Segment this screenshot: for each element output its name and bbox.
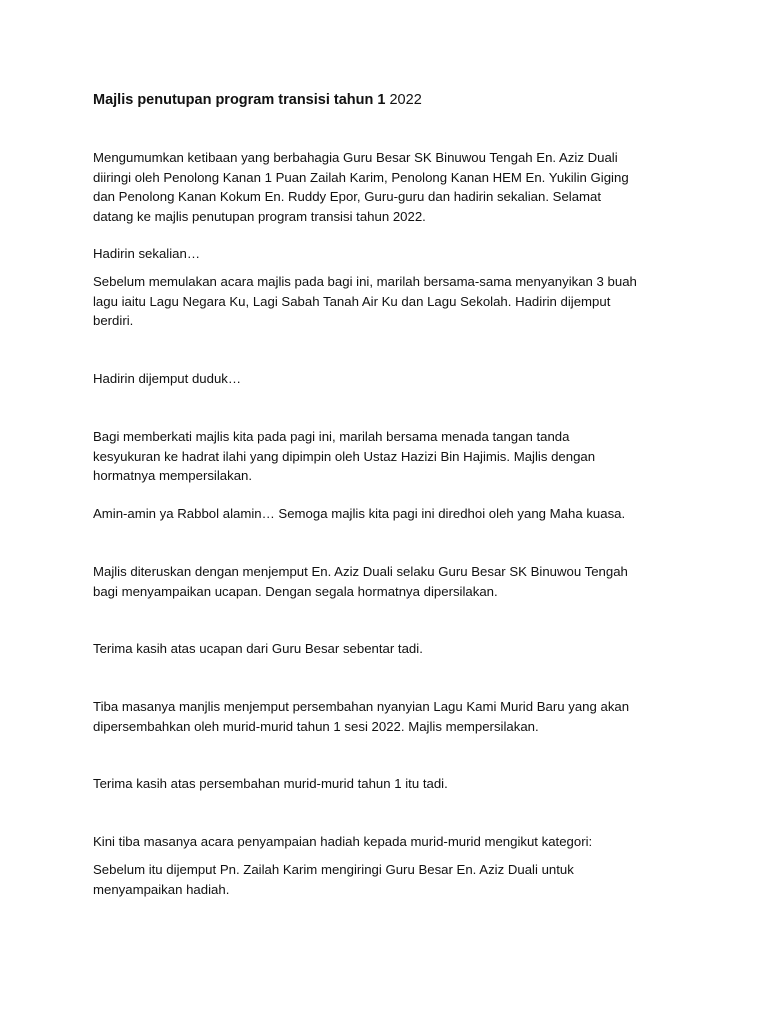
paragraph-amin: Amin-amin ya Rabbol alamin… Semoga majlis kita pagi ini diredhoi oleh yang Maha kuasa. xyxy=(93,506,626,521)
paragraph-thanks-speech: Terima kasih atas ucapan dari Guru Besar sebentar tadi. xyxy=(93,641,423,656)
paragraph-greeting: Hadirin sekalian… xyxy=(93,246,201,261)
document-title xyxy=(93,90,422,110)
title-year: 2022 xyxy=(385,92,422,108)
paragraph-songs: Sebelum memulakan acara majlis pada bagi ini, marilah bersama-sama menyanyikan 3 buah lagu iaitu Lagu Negara Ku, Lagi Sabah Tanah Air Ku dan Lagu Sekolah. Hadirin dijemput berdiri. xyxy=(93,274,637,328)
title-main: Majlis penutupan program transisi tahun 1 xyxy=(93,92,386,108)
paragraph-prizes: Kini tiba masanya acara penyampaian hadiah kepada murid-murid mengikut kategori: xyxy=(93,834,593,849)
paragraph-song-performance: Tiba masanya manjlis menjemput persembahan nyanyian Lagu Kami Murid Baru yang akan dipersembahkan oleh murid-murid tahun 1 sesi 2022. Majlis mempersilakan. xyxy=(93,699,630,734)
paragraph-thanks-performance: Terima kasih atas persembahan murid-murid tahun 1 itu tadi. xyxy=(93,776,448,791)
paragraph-speech-invite: Majlis diteruskan dengan menjemput En. Aziz Duali selaku Guru Besar SK Binuwou Tengah bagi menyampaikan ucapan. Dengan segala hormatnya dipersilakan. xyxy=(93,564,628,599)
paragraph-announcement: Mengumumkan ketibaan yang berbahagia Guru Besar SK Binuwou Tengah En. Aziz Duali diiringi oleh Penolong Kanan 1 Puan Zailah Karim, Penolong Kanan HEM En. Yukilin Giging dan Penolong Kanan Kokum En. Ruddy Epor, Guru-guru dan hadirin sekalian. Selamat datang ke majlis penutupan program transisi tahun 2022. xyxy=(93,150,629,224)
paragraph-sit: Hadirin dijemput duduk… xyxy=(93,371,242,386)
paragraph-prize-presenters: Sebelum itu dijemput Pn. Zailah Karim mengiringi Guru Besar En. Aziz Duali untuk menyampaikan hadiah. xyxy=(93,862,574,897)
paragraph-prayer: Bagi memberkati majlis kita pada pagi ini, marilah bersama menada tangan tanda kesyukuran ke hadrat ilahi yang dipimpin oleh Ustaz Hazizi Bin Hajimis. Majlis dengan hormatnya mempersilakan. xyxy=(93,429,596,483)
